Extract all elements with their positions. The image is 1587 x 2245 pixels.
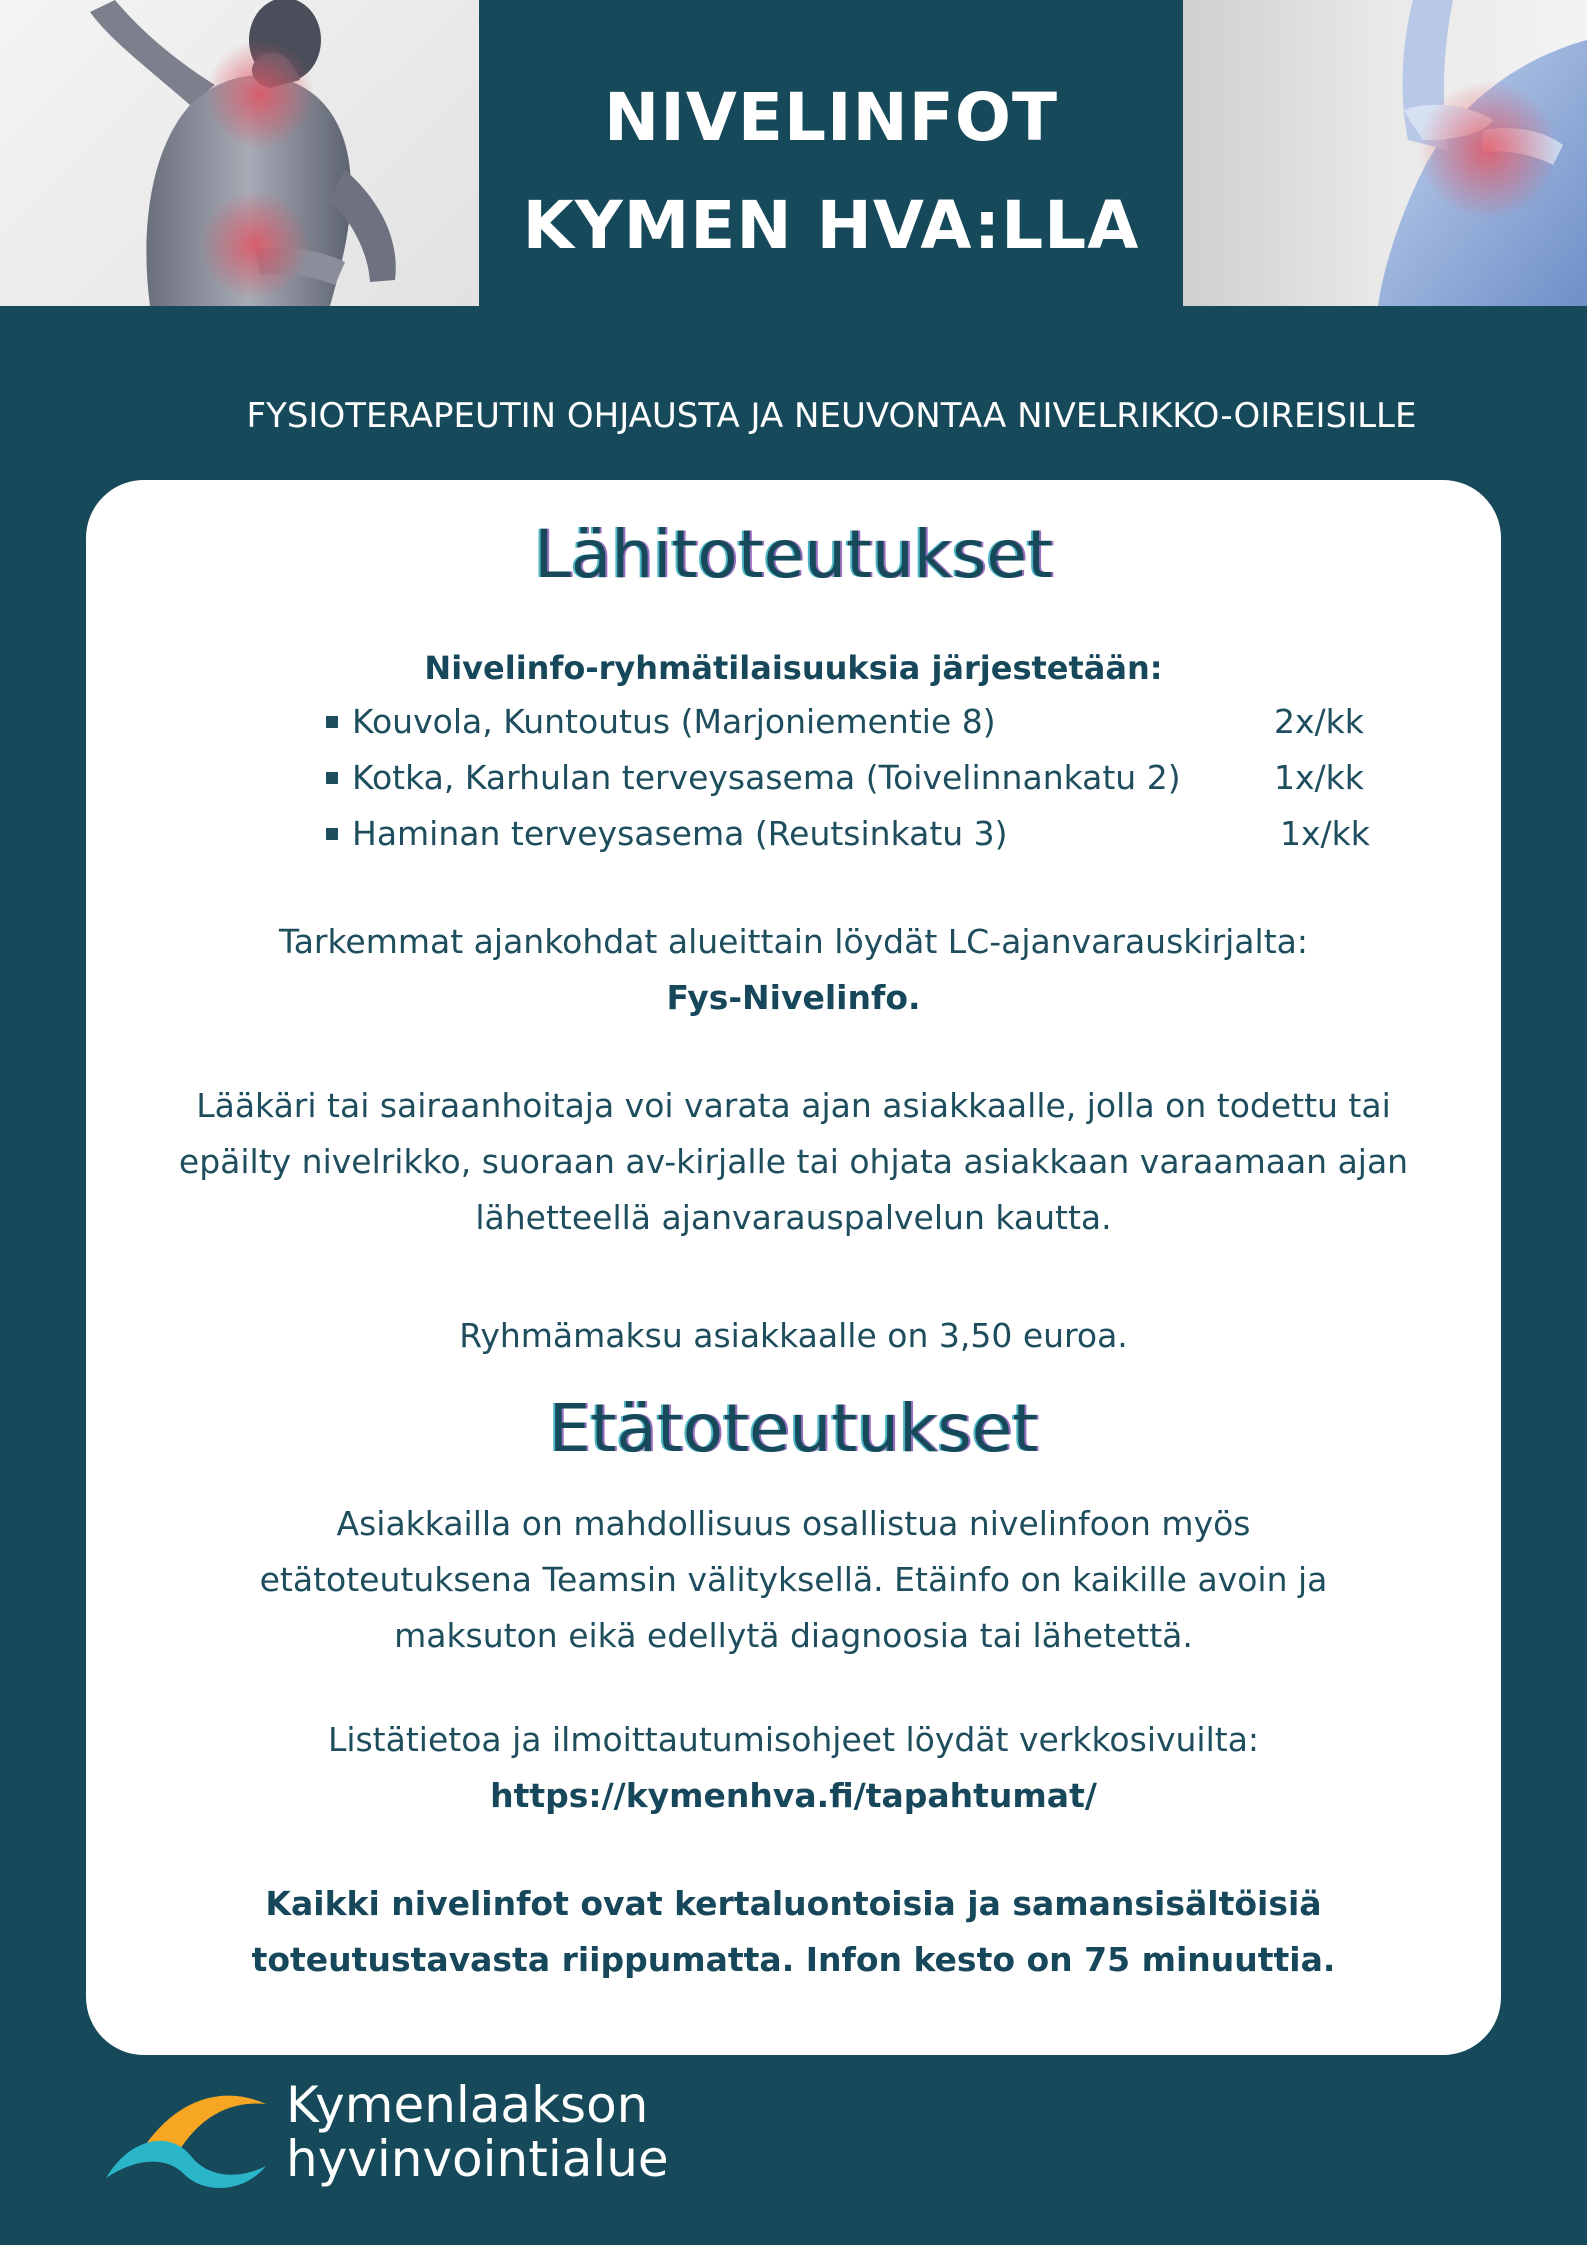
locations-title: Nivelinfo-ryhmätilaisuuksia järjestetään:	[424, 649, 1163, 687]
title-line-1: NIVELINFOT	[603, 79, 1059, 156]
list-item	[326, 806, 1426, 862]
more-info-paragraph	[86, 1712, 1501, 1824]
remote-line: etätoteutuksena Teamsin välityksellä. Etäinfo on kaikille avoin ja	[259, 1560, 1328, 1599]
list-item	[326, 750, 1426, 806]
times-text: Tarkemmat ajankohdat alueittain löydät LC-ajanvarauskirjalta:	[279, 922, 1308, 961]
events-link[interactable]: https://kymenhva.fi/tapahtumat/	[490, 1776, 1097, 1815]
knee-pain-photo	[1183, 0, 1587, 306]
remote-description	[86, 1496, 1501, 1664]
location-name: Kouvola, Kuntoutus (Marjoniementie 8)	[352, 702, 996, 741]
knee-pain-illustration	[1183, 0, 1587, 306]
location-frequency: 1x/kk	[1280, 814, 1370, 853]
note-line: toteutustavasta riippumatta. Infon kesto on 75 minuuttia.	[251, 1940, 1336, 1979]
subtitle-text: FYSIOTERAPEUTIN OHJAUSTA JA NEUVONTAA NIVELRIKKO-OIREISILLE	[246, 396, 1417, 436]
back-pain-photo	[0, 0, 479, 306]
note-paragraph	[86, 1876, 1501, 1988]
page-title	[479, 64, 1183, 280]
bullet-icon	[326, 716, 338, 728]
times-paragraph	[86, 914, 1501, 1026]
more-info-text: Listätietoa ja ilmoittautumisohjeet löydät verkkosivuilta:	[327, 1720, 1260, 1759]
back-pain-illustration	[0, 0, 479, 306]
location-frequency: 2x/kk	[1274, 702, 1364, 741]
wave-logo-icon	[106, 2086, 276, 2196]
locations-list	[326, 694, 1426, 862]
booking-paragraph	[86, 1078, 1501, 1246]
remote-line: Asiakkailla on mahdollisuus osallistua nivelinfoon myös	[336, 1504, 1251, 1543]
remote-line: maksuton eikä edellytä diagnoosia tai lähetettä.	[394, 1616, 1193, 1655]
logo-line-2: hyvinvointialue	[286, 2130, 669, 2188]
booking-line: Lääkäri tai sairaanhoitaja voi varata ajan asiakkaalle, jolla on todettu tai	[196, 1086, 1391, 1125]
booking-line: lähetteellä ajanvarauspalvelun kautta.	[475, 1198, 1112, 1237]
subtitle	[0, 396, 1587, 436]
title-line-2: KYMEN HVA:LLA	[522, 187, 1140, 264]
fee-text: Ryhmämaksu asiakkaalle on 3,50 euroa.	[459, 1316, 1128, 1355]
location-name: Kotka, Karhulan terveysasema (Toivelinnankatu 2)	[352, 758, 1181, 797]
logo-text	[286, 2078, 669, 2186]
info-card	[86, 480, 1501, 2055]
bullet-icon	[326, 772, 338, 784]
list-item	[326, 694, 1426, 750]
times-book: Fys-Nivelinfo.	[666, 978, 921, 1017]
logo-line-1: Kymenlaakson	[286, 2076, 649, 2134]
booking-line: epäilty nivelrikko, suoraan av-kirjalle tai ohjata asiakkaan varaamaan ajan	[178, 1142, 1409, 1181]
note-line: Kaikki nivelinfot ovat kertaluontoisia ja samansisältöisiä	[265, 1884, 1322, 1923]
location-name: Haminan terveysasema (Reutsinkatu 3)	[352, 814, 1008, 853]
organization-logo	[106, 2078, 726, 2208]
remote-heading: Etätoteutukset	[548, 1390, 1039, 1467]
location-frequency: 1x/kk	[1274, 758, 1364, 797]
bullet-icon	[326, 828, 338, 840]
local-heading: Lähitoteutukset	[534, 516, 1053, 593]
